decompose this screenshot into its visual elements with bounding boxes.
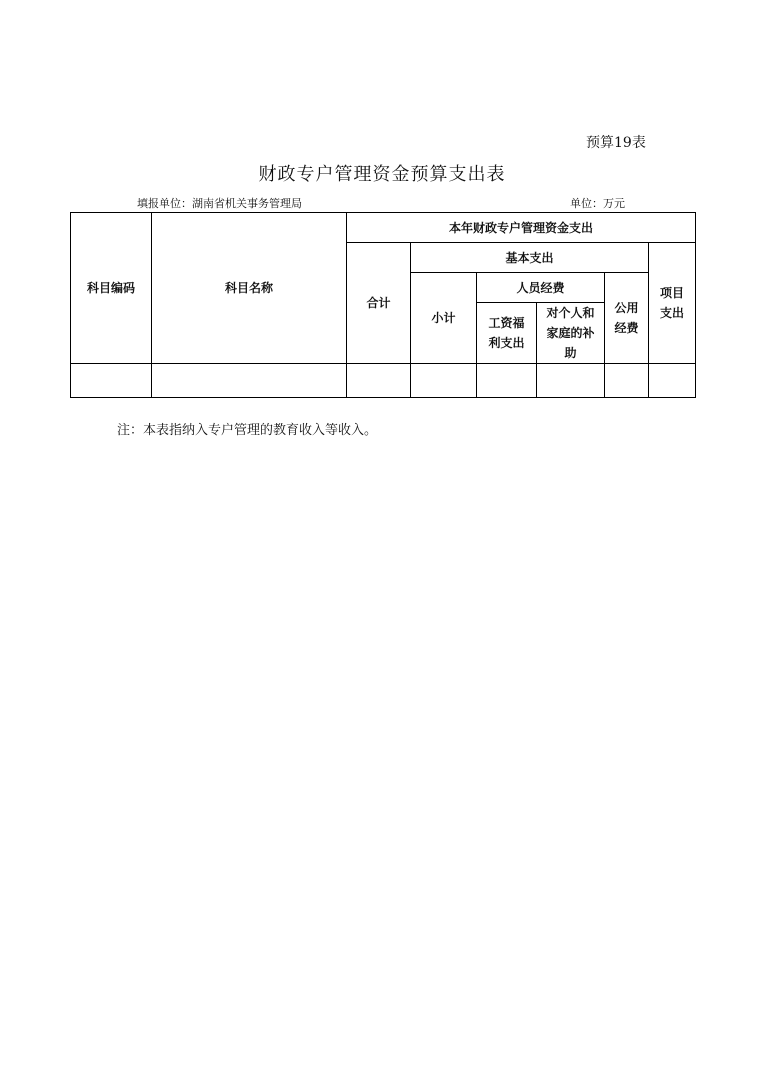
table-cell <box>537 364 605 398</box>
header-wages-welfare <box>477 303 537 364</box>
table-cell <box>477 364 537 398</box>
header-project-expenditure <box>649 243 696 364</box>
table-cell <box>649 364 696 398</box>
table-cell <box>411 364 477 398</box>
header-personnel-expenditure: 人员经费 <box>477 273 605 303</box>
header-public-expenditure-label: 公用经费 <box>614 301 639 335</box>
reporting-unit: 填报单位：湖南省机关事务管理局 <box>137 197 302 210</box>
header-project-expenditure-label: 项目支出 <box>659 286 684 320</box>
header-household-subsidy-label: 对个人和家庭的补助 <box>546 306 595 360</box>
page-title: 财政专户管理资金预算支出表 <box>258 164 506 185</box>
table-row <box>71 364 696 398</box>
form-number: 预算19表 <box>586 135 646 151</box>
table-cell <box>152 364 347 398</box>
table-cell <box>347 364 411 398</box>
header-subject-name: 科目名称 <box>152 213 347 364</box>
header-household-subsidy <box>537 303 605 364</box>
header-total: 合计 <box>347 243 411 364</box>
header-public-expenditure <box>605 273 649 364</box>
table-cell <box>71 364 152 398</box>
header-basic-expenditure: 基本支出 <box>411 243 649 273</box>
header-current-year-expenditure: 本年财政专户管理资金支出 <box>347 213 696 243</box>
footnote: 注：本表指纳入专户管理的教育收入等收入。 <box>117 423 378 438</box>
header-wages-welfare-label: 工资福利支出 <box>488 316 525 350</box>
budget-table <box>70 212 696 398</box>
header-subtotal: 小计 <box>411 273 477 364</box>
currency-unit: 单位：万元 <box>570 197 625 210</box>
header-subject-code: 科目编码 <box>71 213 152 364</box>
table-cell <box>605 364 649 398</box>
